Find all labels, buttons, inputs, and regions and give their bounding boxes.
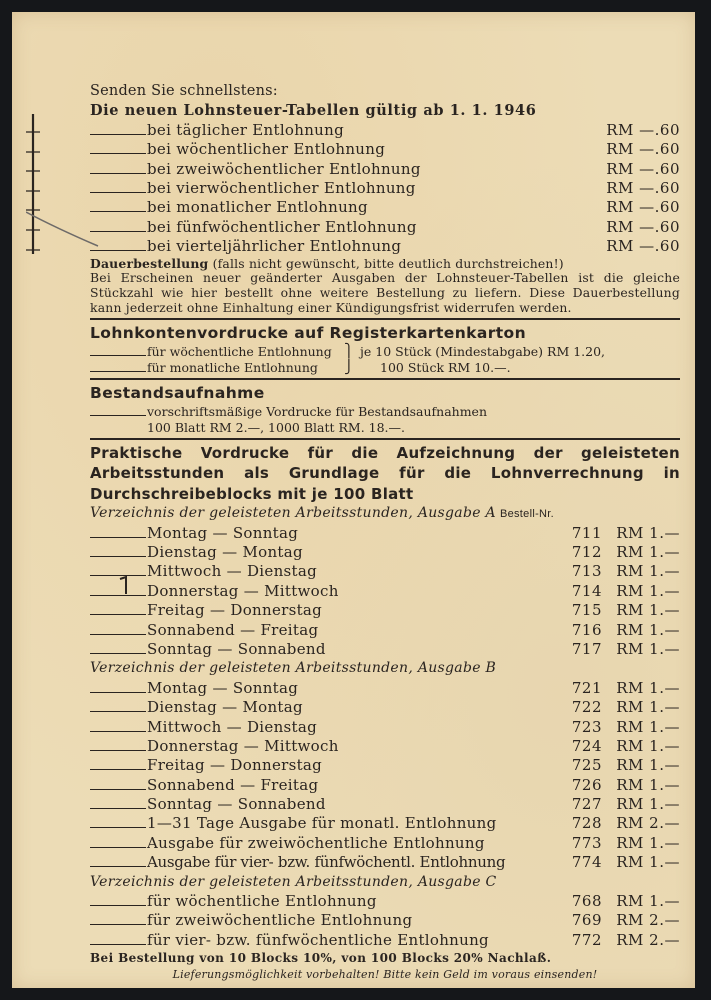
list-item: bei fünfwöchentlicher Entlohnung RM —.60 (90, 218, 680, 237)
quantity-field[interactable] (90, 737, 146, 751)
order-number-label: Bestell-Nr. (499, 508, 554, 521)
quantity-field[interactable] (90, 679, 146, 693)
intro-text: Senden Sie schnellstens: (90, 83, 278, 99)
group-title-c: Verzeichnis der geleisteten Arbeitsstunden, Ausgabe C (90, 873, 497, 890)
list-item: für vier- bzw. fünfwöchentliche Entlohnung 772 RM 2.— (90, 931, 680, 950)
group-title-b: Verzeichnis der geleisteten Arbeitsstunden, Ausgabe B (90, 660, 497, 677)
divider (90, 438, 680, 440)
list-item: Montag — Sonntag 711 RM 1.— (90, 524, 680, 543)
quantity-field[interactable] (90, 360, 146, 372)
quantity-field[interactable] (90, 776, 146, 790)
order-form (90, 82, 680, 983)
list-item: Sonntag — Sonnabend 717 RM 1.— (90, 640, 680, 659)
brace-icon: ⎭ (344, 359, 354, 375)
list-item: Donnerstag — Mittwoch 724 RM 1.— (90, 737, 680, 756)
list-item: Sonnabend — Freitag 726 RM 1.— (90, 776, 680, 795)
quantity-field[interactable] (90, 237, 146, 251)
divider (90, 318, 680, 320)
list-item: Ausgabe für zweiwöchentliche Entlohnung 773 RM 1.— (90, 834, 680, 853)
list-item: Freitag — Donnerstag 725 RM 1.— (90, 756, 680, 775)
wage-accounts-title: Lohnkontenvordrucke auf Registerkartenkarton (90, 323, 527, 342)
quantity-field[interactable] (90, 198, 146, 212)
list-item: bei vierwöchentlicher Entlohnung RM —.60 (90, 179, 680, 198)
list-item: Freitag — Donnerstag 715 RM 1.— (90, 601, 680, 620)
quantity-field[interactable] (90, 524, 146, 538)
list-item: Mittwoch — Dienstag 713 RM 1.— (90, 562, 680, 581)
quantity-field[interactable] (90, 795, 146, 809)
quantity-field[interactable] (90, 621, 146, 635)
list-item: bei zweiwöchentlicher Entlohnung RM —.60 (90, 160, 680, 179)
tax-tables-heading: Die neuen Lohnsteuer-Tabellen gültig ab 1. 1. 1946 (90, 102, 537, 120)
standing-order-text: Bei Erscheinen neuer geänderter Ausgaben der Lohnsteuer-Tabellen ist die gleiche Stückzahl wie hier bestellt ohne weitere Bestellung zu liefern. Diese Dauerbestellung kann jederzeit ohne Einhaltung einer Kündigungsfrist widerrufen werden. (90, 270, 680, 315)
list-item: für wöchentliche Entlohnung 768 RM 1.— (90, 892, 680, 911)
brace-icon: ⎫ (344, 343, 354, 359)
quantity-field[interactable] (90, 582, 146, 596)
quantity-field[interactable] (90, 640, 146, 654)
list-item: für wöchentliche Entlohnung ⎫ je 10 Stück (Mindestabgabe) RM 1.20, (90, 344, 680, 360)
divider (90, 378, 680, 380)
list-item: Dienstag — Montag 722 RM 1.— (90, 698, 680, 717)
quantity-field[interactable] (90, 756, 146, 770)
quantity-field[interactable] (90, 698, 146, 712)
quantity-field[interactable] (90, 892, 146, 906)
standing-order-title: Dauerbestellung (90, 255, 209, 271)
standing-order-block (90, 257, 680, 316)
quantity-field[interactable] (90, 931, 146, 945)
discount-note: Bei Bestellung von 10 Blocks 10%, von 100 Blocks 20% Nachlaß. (90, 951, 552, 966)
list-item: Ausgabe für vier- bzw. fünfwöchentl. Entlohnung 774 RM 1.— (90, 853, 680, 872)
quantity-field[interactable] (90, 601, 146, 615)
list-item: für monatliche Entlohnung ⎭ 100 Stück RM 10.—. (90, 360, 680, 376)
quantity-field[interactable] (90, 718, 146, 732)
list-item: 1—31 Tage Ausgabe für monatl. Entlohnung 728 RM 2.— (90, 814, 680, 833)
list-item: bei vierteljährlicher Entlohnung RM —.60 (90, 237, 680, 256)
quantity-field[interactable] (90, 911, 146, 925)
group-a-list (90, 524, 680, 660)
quantity-field[interactable] (90, 179, 146, 193)
list-item: bei monatlicher Entlohnung RM —.60 (90, 198, 680, 217)
quantity-field[interactable] (90, 121, 146, 135)
list-item: Dienstag — Montag 712 RM 1.— (90, 543, 680, 562)
quantity-field[interactable] (90, 814, 146, 828)
list-item: Montag — Sonntag 721 RM 1.— (90, 679, 680, 698)
tax-tables-list (90, 121, 680, 257)
list-item: Sonntag — Sonnabend 727 RM 1.— (90, 795, 680, 814)
quantity-field[interactable] (90, 853, 146, 867)
list-item: bei täglicher Entlohnung RM —.60 (90, 121, 680, 140)
quantity-field[interactable] (90, 218, 146, 232)
list-item: Mittwoch — Dienstag 723 RM 1.— (90, 718, 680, 737)
quantity-field[interactable] (90, 404, 146, 416)
footer-note: Lieferungsmöglichkeit vorbehalten! Bitte kein Geld im voraus einsenden! (172, 968, 598, 982)
quantity-field[interactable] (90, 344, 146, 356)
group-c-list (90, 892, 680, 950)
group-title-a: Verzeichnis der geleisteten Arbeitsstunden, Ausgabe A Bestell-Nr. (90, 505, 554, 522)
list-item: vorschriftsmäßige Vordrucke für Bestandsaufnahmen (90, 404, 680, 420)
list-item: bei wöchentlicher Entlohnung RM —.60 (90, 140, 680, 159)
quantity-field[interactable] (90, 543, 146, 557)
practical-heading: Praktische Vordrucke für die Aufzeichnung der geleisteten Arbeitsstunden als Grundlage für die Lohnverrechnung in Durchschreibeblocks mit je 100 Blatt (90, 443, 680, 503)
group-b-list (90, 679, 680, 873)
quantity-field[interactable] (90, 140, 146, 154)
list-item: Sonnabend — Freitag 716 RM 1.— (90, 621, 680, 640)
quantity-field[interactable] (90, 160, 146, 174)
inventory-prices: 100 Blatt RM 2.—, 1000 Blatt RM. 18.—. (147, 419, 405, 435)
list-item: Donnerstag — Mittwoch 714 RM 1.— (90, 582, 680, 601)
inventory-title: Bestandsaufnahme (90, 383, 265, 402)
pencil-stroke (26, 210, 100, 250)
quantity-field[interactable] (90, 834, 146, 848)
list-item: für zweiwöchentliche Entlohnung 769 RM 2.— (90, 911, 680, 930)
standing-order-note: (falls nicht gewünscht, bitte deutlich durchstreichen!) (212, 255, 564, 271)
order-card (12, 12, 695, 988)
quantity-field[interactable] (90, 562, 146, 576)
